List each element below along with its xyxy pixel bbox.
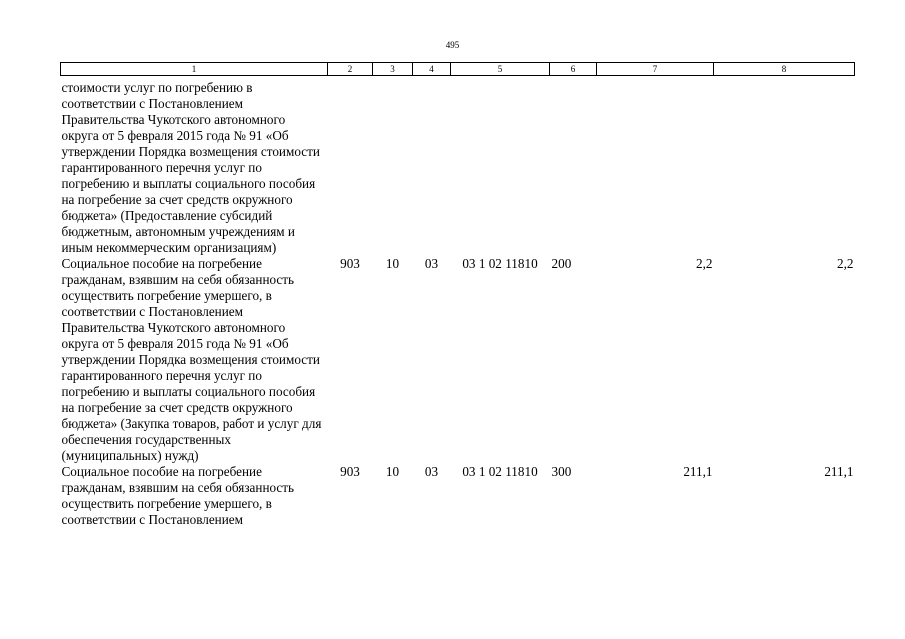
header-col-8: 8: [714, 63, 855, 76]
budget-table: [60, 62, 855, 528]
page-number: 495: [445, 40, 460, 50]
cell-name: Социальное пособие на погребение гражданам, взявшим на себя обязанность осуществить погребение умершего, в соответствии с Постановлением Правительства Чукотского автономного округа от 5 февраля 2015 года № 91 «Об утверждении Порядка возмещения стоимости гарантированного перечня услуг по погребению и выплаты социального пособия на погребение за счет средств окружного бюджета» (Закупка товаров, работ и услуг для обеспечения государственных (муниципальных) нужд): [61, 256, 322, 463]
cell-csr: [451, 76, 550, 257]
cell-pr: [413, 76, 451, 257]
cell-pr: 03: [424, 256, 439, 271]
cell-sum-1: [597, 76, 714, 257]
table-row: [61, 464, 855, 528]
cell-vr: 300: [551, 464, 572, 479]
cell-rz: 10: [385, 256, 400, 271]
header-col-5: 5: [451, 63, 550, 76]
cell-vr: [550, 76, 597, 257]
cell-sum-1: 211,1: [683, 464, 713, 479]
cell-sum-1: 2,2: [696, 256, 713, 271]
cell-grbs: [328, 76, 373, 257]
table-header-row: [61, 63, 855, 76]
header-col-1: 1: [61, 63, 328, 76]
table-row: [61, 76, 855, 257]
cell-csr: 03 1 02 11810: [462, 256, 538, 271]
cell-name: Социальное пособие на погребение гражданам, взявшим на себя обязанность осуществить погребение умершего, в соответствии с Постановлением: [61, 464, 295, 527]
cell-sum-2: 2,2: [837, 256, 854, 271]
cell-grbs: 903: [340, 464, 360, 479]
header-col-7: 7: [597, 63, 714, 76]
cell-grbs: 903: [340, 256, 360, 271]
header-col-4: 4: [413, 63, 451, 76]
table-row: [61, 256, 855, 464]
cell-rz: [373, 76, 413, 257]
header-col-2: 2: [328, 63, 373, 76]
cell-name: стоимости услуг по погребению в соответствии с Постановлением Правительства Чукотского автономного округа от 5 февраля 2015 года № 91 «Об утверждении Порядка возмещения стоимости гарантированного перечня услуг по погребению и выплаты социального пособия на погребение за счет средств окружного бюджета» (Предоставление субсидий бюджетным, автономным учреждениям и иным некоммерческим организациям): [61, 80, 320, 255]
header-col-3: 3: [373, 63, 413, 76]
cell-csr: 03 1 02 11810: [462, 464, 538, 479]
cell-pr: 03: [424, 464, 439, 479]
header-col-6: 6: [550, 63, 597, 76]
cell-vr: 200: [551, 256, 572, 271]
cell-rz: 10: [385, 464, 400, 479]
cell-sum-2: 211,1: [824, 464, 854, 479]
cell-sum-2: [714, 76, 855, 257]
